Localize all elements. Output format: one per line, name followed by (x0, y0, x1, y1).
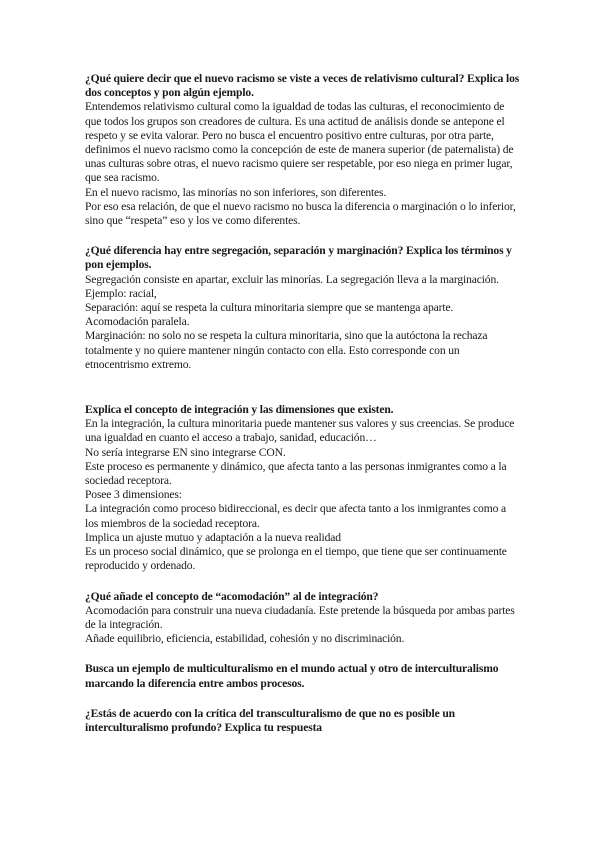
answer-paragraph: Acomodación para construir una nueva ciudadanía. Este pretende la búsqueda por ambas partes de la integración. (85, 603, 515, 631)
answer-paragraph: En el nuevo racismo, las minorías no son inferiores, son diferentes. (85, 185, 387, 199)
answer-paragraph: Añade equilibrio, eficiencia, estabilidad, cohesión y no discriminación. (85, 632, 405, 646)
question-heading: Busca un ejemplo de multiculturalismo en el mundo actual y otro de interculturalismo marcando la diferencia entre ambos procesos. (85, 662, 499, 690)
question-heading: ¿Qué quiere decir que el nuevo racismo se viste a veces de relativismo cultural? Explica los dos conceptos y pon algún ejemplo. (85, 72, 520, 100)
answer-paragraph: Segregación consiste en apartar, excluir las minorías. La segregación lleva a la marginación. (85, 272, 499, 286)
question-heading: Explica el concepto de integración y las dimensiones que existen. (85, 403, 394, 417)
section-transculturalismo (85, 707, 520, 735)
section-acomodacion (85, 590, 520, 647)
section-multiculturalismo (85, 662, 520, 690)
question-heading: ¿Estás de acuerdo con la crítica del transculturalismo de que no es posible un interculturalismo profundo? Explica tu respuesta (85, 706, 455, 734)
answer-paragraph: Este proceso es permanente y dinámico, que afecta tanto a las personas inmigrantes como a la sociedad receptora. (85, 459, 507, 488)
answer-paragraph: Entendemos relativismo cultural como la igualdad de todas las culturas, el reconocimiento de que todos los grupos son creadores de cultura. Es una actitud de análisis donde se antepone el respeto y se evita valorar. Pero no busca el encuentro positivo entre culturas, por otra parte, definimos el nuevo racismo como la concepción de este de manera superior (de paternalista) de unas culturas sobre otras, el nuevo racismo quiere ser respetable, por eso niega en primer lugar, que sea racismo. (85, 100, 514, 185)
section-integracion (85, 403, 520, 573)
document-page (85, 72, 520, 735)
answer-paragraph: Acomodación paralela. (85, 315, 190, 329)
answer-paragraph: Por eso esa relación, de que el nuevo racismo no busca la diferencia o marginación o lo inferior, sino que “respeta” eso y los ve como diferentes. (85, 199, 516, 228)
answer-paragraph: Separación: aquí se respeta la cultura minoritaria siempre que se mantenga aparte. (85, 301, 454, 315)
section-relativismo (85, 72, 520, 228)
question-heading: ¿Qué diferencia hay entre segregación, separación y marginación? Explica los términos y pon ejemplos. (85, 244, 512, 272)
answer-paragraph: No sería integrarse EN sino integrarse CON. (85, 445, 286, 459)
answer-paragraph: En la integración, la cultura minoritaria puede mantener sus valores y sus creencias. Se produce una igualdad en cuanto el acceso a trabajo, sanidad, educación… (85, 417, 515, 445)
answer-paragraph: Implica un ajuste mutuo y adaptación a la nueva realidad (85, 530, 341, 544)
answer-paragraph: Marginación: no solo no se respeta la cultura minoritaria, sino que la autóctona la rechaza totalmente y no quiere mantener ningún contacto con ella. Esto corresponde con un etnocentrismo extremo. (85, 329, 488, 371)
answer-paragraph: Posee 3 dimensiones: (85, 488, 182, 502)
answer-paragraph: Ejemplo: racial, (85, 286, 157, 300)
answer-paragraph: Es un proceso social dinámico, que se prolonga en el tiempo, que tiene que ser continuamente reproducido y ordenado. (85, 545, 507, 573)
section-segregacion (85, 244, 520, 372)
question-heading: ¿Qué añade el concepto de “acomodación” al de integración? (85, 589, 379, 603)
answer-paragraph: La integración como proceso bidireccional, es decir que afecta tanto a los inmigrantes como a los miembros de la sociedad receptora. (85, 502, 506, 530)
